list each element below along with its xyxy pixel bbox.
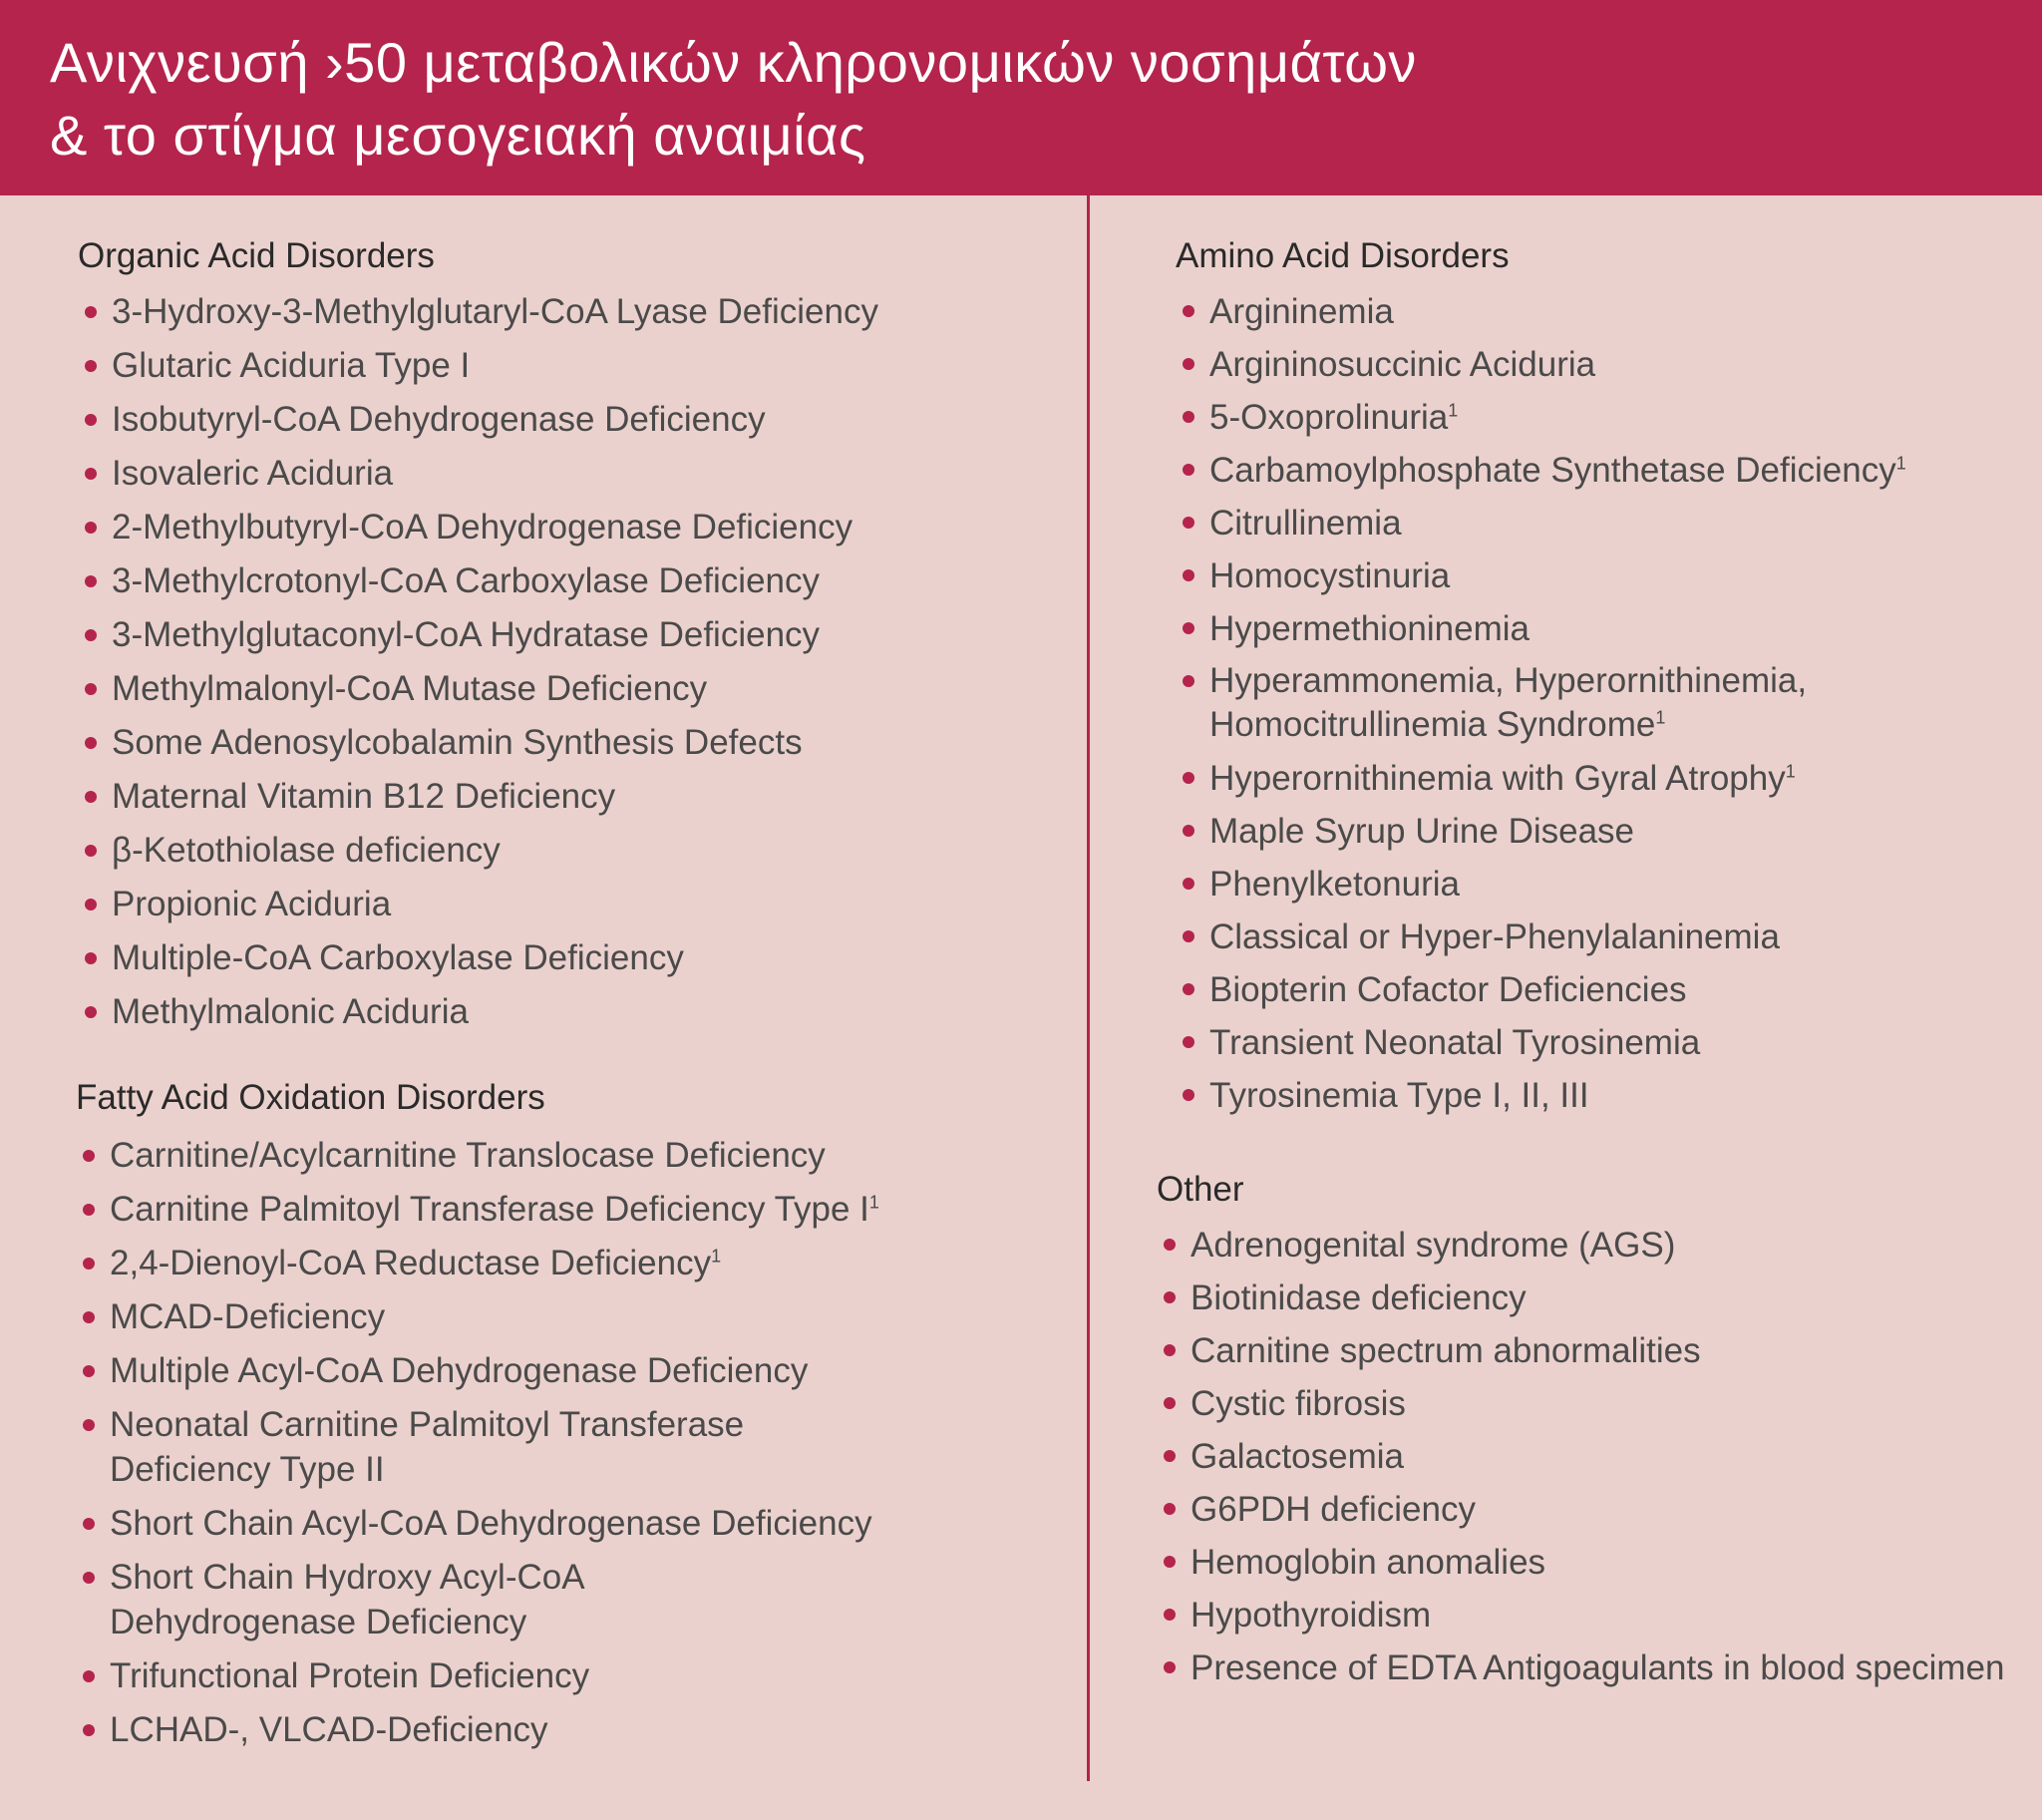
bullet-icon — [83, 1365, 95, 1377]
bullet-icon — [1164, 1556, 1176, 1568]
list-item: Maternal Vitamin B12 Deficiency — [78, 770, 878, 824]
bullet-icon — [85, 737, 97, 749]
section-other — [1157, 1165, 2005, 1694]
list-item: Classical or Hyper-Phenylalaninemia — [1176, 910, 1906, 963]
bullet-icon — [1183, 983, 1194, 995]
list-item: Multiple-CoA Carboxylase Deficiency — [78, 931, 878, 985]
bullet-icon — [83, 1258, 95, 1270]
bullet-icon — [85, 306, 97, 318]
bullet-icon — [1164, 1450, 1176, 1462]
list-item: Tyrosinemia Type I, II, III — [1176, 1069, 1906, 1122]
bullet-icon — [85, 1006, 97, 1018]
bullet-icon — [85, 952, 97, 964]
bullet-icon — [1183, 825, 1194, 837]
bullet-icon — [83, 1311, 95, 1323]
bullet-icon — [85, 575, 97, 587]
bullet-icon — [1183, 358, 1194, 370]
bullet-icon — [1164, 1397, 1176, 1409]
list-item: 2-Methylbutyryl-CoA Dehydrogenase Deficiency — [78, 501, 878, 554]
list-item: MCAD-Deficiency — [76, 1290, 879, 1344]
section-amino-acid-disorders — [1176, 231, 1906, 1122]
disorder-list — [1157, 1219, 2005, 1694]
list-item: Short Chain Acyl-CoA Dehydrogenase Deficiency — [76, 1497, 879, 1551]
list-item: Propionic Aciduria — [78, 878, 878, 931]
list-item: Hyperornithinemia with Gyral Atrophy$^1$ — [1176, 752, 1906, 805]
list-item: Neonatal Carnitine Palmitoyl Transferase Deficiency Type II — [76, 1398, 879, 1497]
list-item: Argininemia — [1176, 285, 1906, 338]
list-item: Biopterin Cofactor Deficiencies — [1176, 963, 1906, 1016]
disorder-list — [78, 285, 878, 1039]
list-item: Carnitine spectrum abnormalities — [1157, 1324, 2005, 1377]
list-item: Hemoglobin anomalies — [1157, 1536, 2005, 1589]
list-item: Hypothyroidism — [1157, 1589, 2005, 1641]
bullet-icon — [83, 1204, 95, 1216]
page-title-line-1: Ανιχνευσή ›50 μεταβολικών κληρονομικών νοσημάτων — [50, 31, 1417, 94]
bullet-icon — [85, 683, 97, 695]
bullet-icon — [1164, 1344, 1176, 1356]
list-item: Short Chain Hydroxy Acyl-CoA Dehydrogenase Deficiency — [76, 1551, 879, 1649]
bullet-icon — [1164, 1503, 1176, 1515]
bullet-icon — [1183, 1089, 1194, 1101]
list-item: Adrenogenital syndrome (AGS) — [1157, 1219, 2005, 1272]
list-item: Hyperammonemia, Hyperornithinemia, Homocitrullinemia Syndrome$^1$ — [1176, 655, 1906, 752]
bullet-icon — [1183, 878, 1194, 890]
bullet-icon — [1183, 622, 1194, 634]
list-item: Biotinidase deficiency — [1157, 1272, 2005, 1324]
bullet-icon — [1183, 569, 1194, 581]
list-item: 5-Oxoprolinuria$^1$ — [1176, 391, 1906, 444]
bullet-icon — [1183, 930, 1194, 942]
bullet-icon — [1183, 772, 1194, 784]
list-item: LCHAD-, VLCAD-Deficiency — [76, 1703, 879, 1757]
list-item: Presence of EDTA Antigoagulants in blood specimen — [1157, 1641, 2005, 1694]
bullet-icon — [85, 791, 97, 803]
list-item: Methylmalonyl-CoA Mutase Deficiency — [78, 662, 878, 716]
section-title: Other — [1157, 1170, 1244, 1209]
bullet-icon — [85, 629, 97, 641]
disorder-list — [76, 1129, 879, 1757]
list-item: Cystic fibrosis — [1157, 1377, 2005, 1430]
list-item: Some Adenosylcobalamin Synthesis Defects — [78, 716, 878, 770]
column-divider — [1087, 195, 1090, 1781]
bullet-icon — [1183, 411, 1194, 423]
bullet-icon — [85, 414, 97, 426]
section-title: Organic Acid Disorders — [78, 236, 435, 275]
page-title-line-2: & το στίγμα μεσογειακή αναιμίας — [50, 104, 866, 167]
section-title: Fatty Acid Oxidation Disorders — [76, 1078, 545, 1117]
list-item: Carnitine Palmitoyl Transferase Deficiency Type $I^1$ — [76, 1183, 879, 1237]
list-item: 3-Hydroxy-3-Methylglutaryl-CoA Lyase Deficiency — [78, 285, 878, 339]
disorder-list — [1176, 285, 1906, 1122]
bullet-icon — [1183, 464, 1194, 476]
bullet-icon — [1164, 1291, 1176, 1303]
list-item: G6PDH deficiency — [1157, 1483, 2005, 1536]
bullet-icon — [83, 1518, 95, 1530]
bullet-icon — [83, 1150, 95, 1162]
section-title: Amino Acid Disorders — [1176, 236, 1510, 275]
section-organic-acid-disorders — [78, 231, 878, 1039]
list-item: Methylmalonic Aciduria — [78, 985, 878, 1039]
bullet-icon — [83, 1724, 95, 1736]
list-item: 3-Methylcrotonyl-CoA Carboxylase Deficiency — [78, 554, 878, 608]
list-item: 2,4-Dienoyl-CoA Reductase Deficiency$^1$ — [76, 1237, 879, 1290]
bullet-icon — [1164, 1239, 1176, 1251]
section-fatty-acid-oxidation-disorders — [76, 1073, 879, 1757]
bullet-icon — [1183, 675, 1194, 687]
bullet-icon — [83, 1419, 95, 1431]
list-item: Citrullinemia — [1176, 497, 1906, 549]
bullet-icon — [1183, 305, 1194, 317]
list-item: Galactosemia — [1157, 1430, 2005, 1483]
list-item: Multiple Acyl-CoA Dehydrogenase Deficiency — [76, 1344, 879, 1398]
bullet-icon — [1164, 1661, 1176, 1673]
list-item: Maple Syrup Urine Disease — [1176, 805, 1906, 858]
bullet-icon — [1164, 1609, 1176, 1621]
list-item: Isobutyryl-CoA Dehydrogenase Deficiency — [78, 393, 878, 447]
bullet-icon — [83, 1670, 95, 1682]
list-item: 3-Methylglutaconyl-CoA Hydratase Deficiency — [78, 608, 878, 662]
list-item: Hypermethioninemia — [1176, 602, 1906, 655]
bullet-icon — [85, 845, 97, 857]
bullet-icon — [85, 360, 97, 372]
bullet-icon — [83, 1572, 95, 1584]
list-item: Glutaric Aciduria Type I — [78, 339, 878, 393]
list-item: Carbamoylphosphate Synthetase Deficiency$^1$ — [1176, 444, 1906, 497]
bullet-icon — [85, 468, 97, 480]
page-header — [0, 0, 2042, 195]
list-item: Carnitine/Acylcarnitine Translocase Deficiency — [76, 1129, 879, 1183]
bullet-icon — [85, 522, 97, 534]
list-item: Trifunctional Protein Deficiency — [76, 1649, 879, 1703]
bullet-icon — [85, 899, 97, 910]
list-item: Transient Neonatal Tyrosinemia — [1176, 1016, 1906, 1069]
list-item: Argininosuccinic Aciduria — [1176, 338, 1906, 391]
list-item: Isovaleric Aciduria — [78, 447, 878, 501]
bullet-icon — [1183, 517, 1194, 529]
list-item: Homocystinuria — [1176, 549, 1906, 602]
list-item: Phenylketonuria — [1176, 858, 1906, 910]
bullet-icon — [1183, 1036, 1194, 1048]
list-item: β-Ketothiolase deficiency — [78, 824, 878, 878]
